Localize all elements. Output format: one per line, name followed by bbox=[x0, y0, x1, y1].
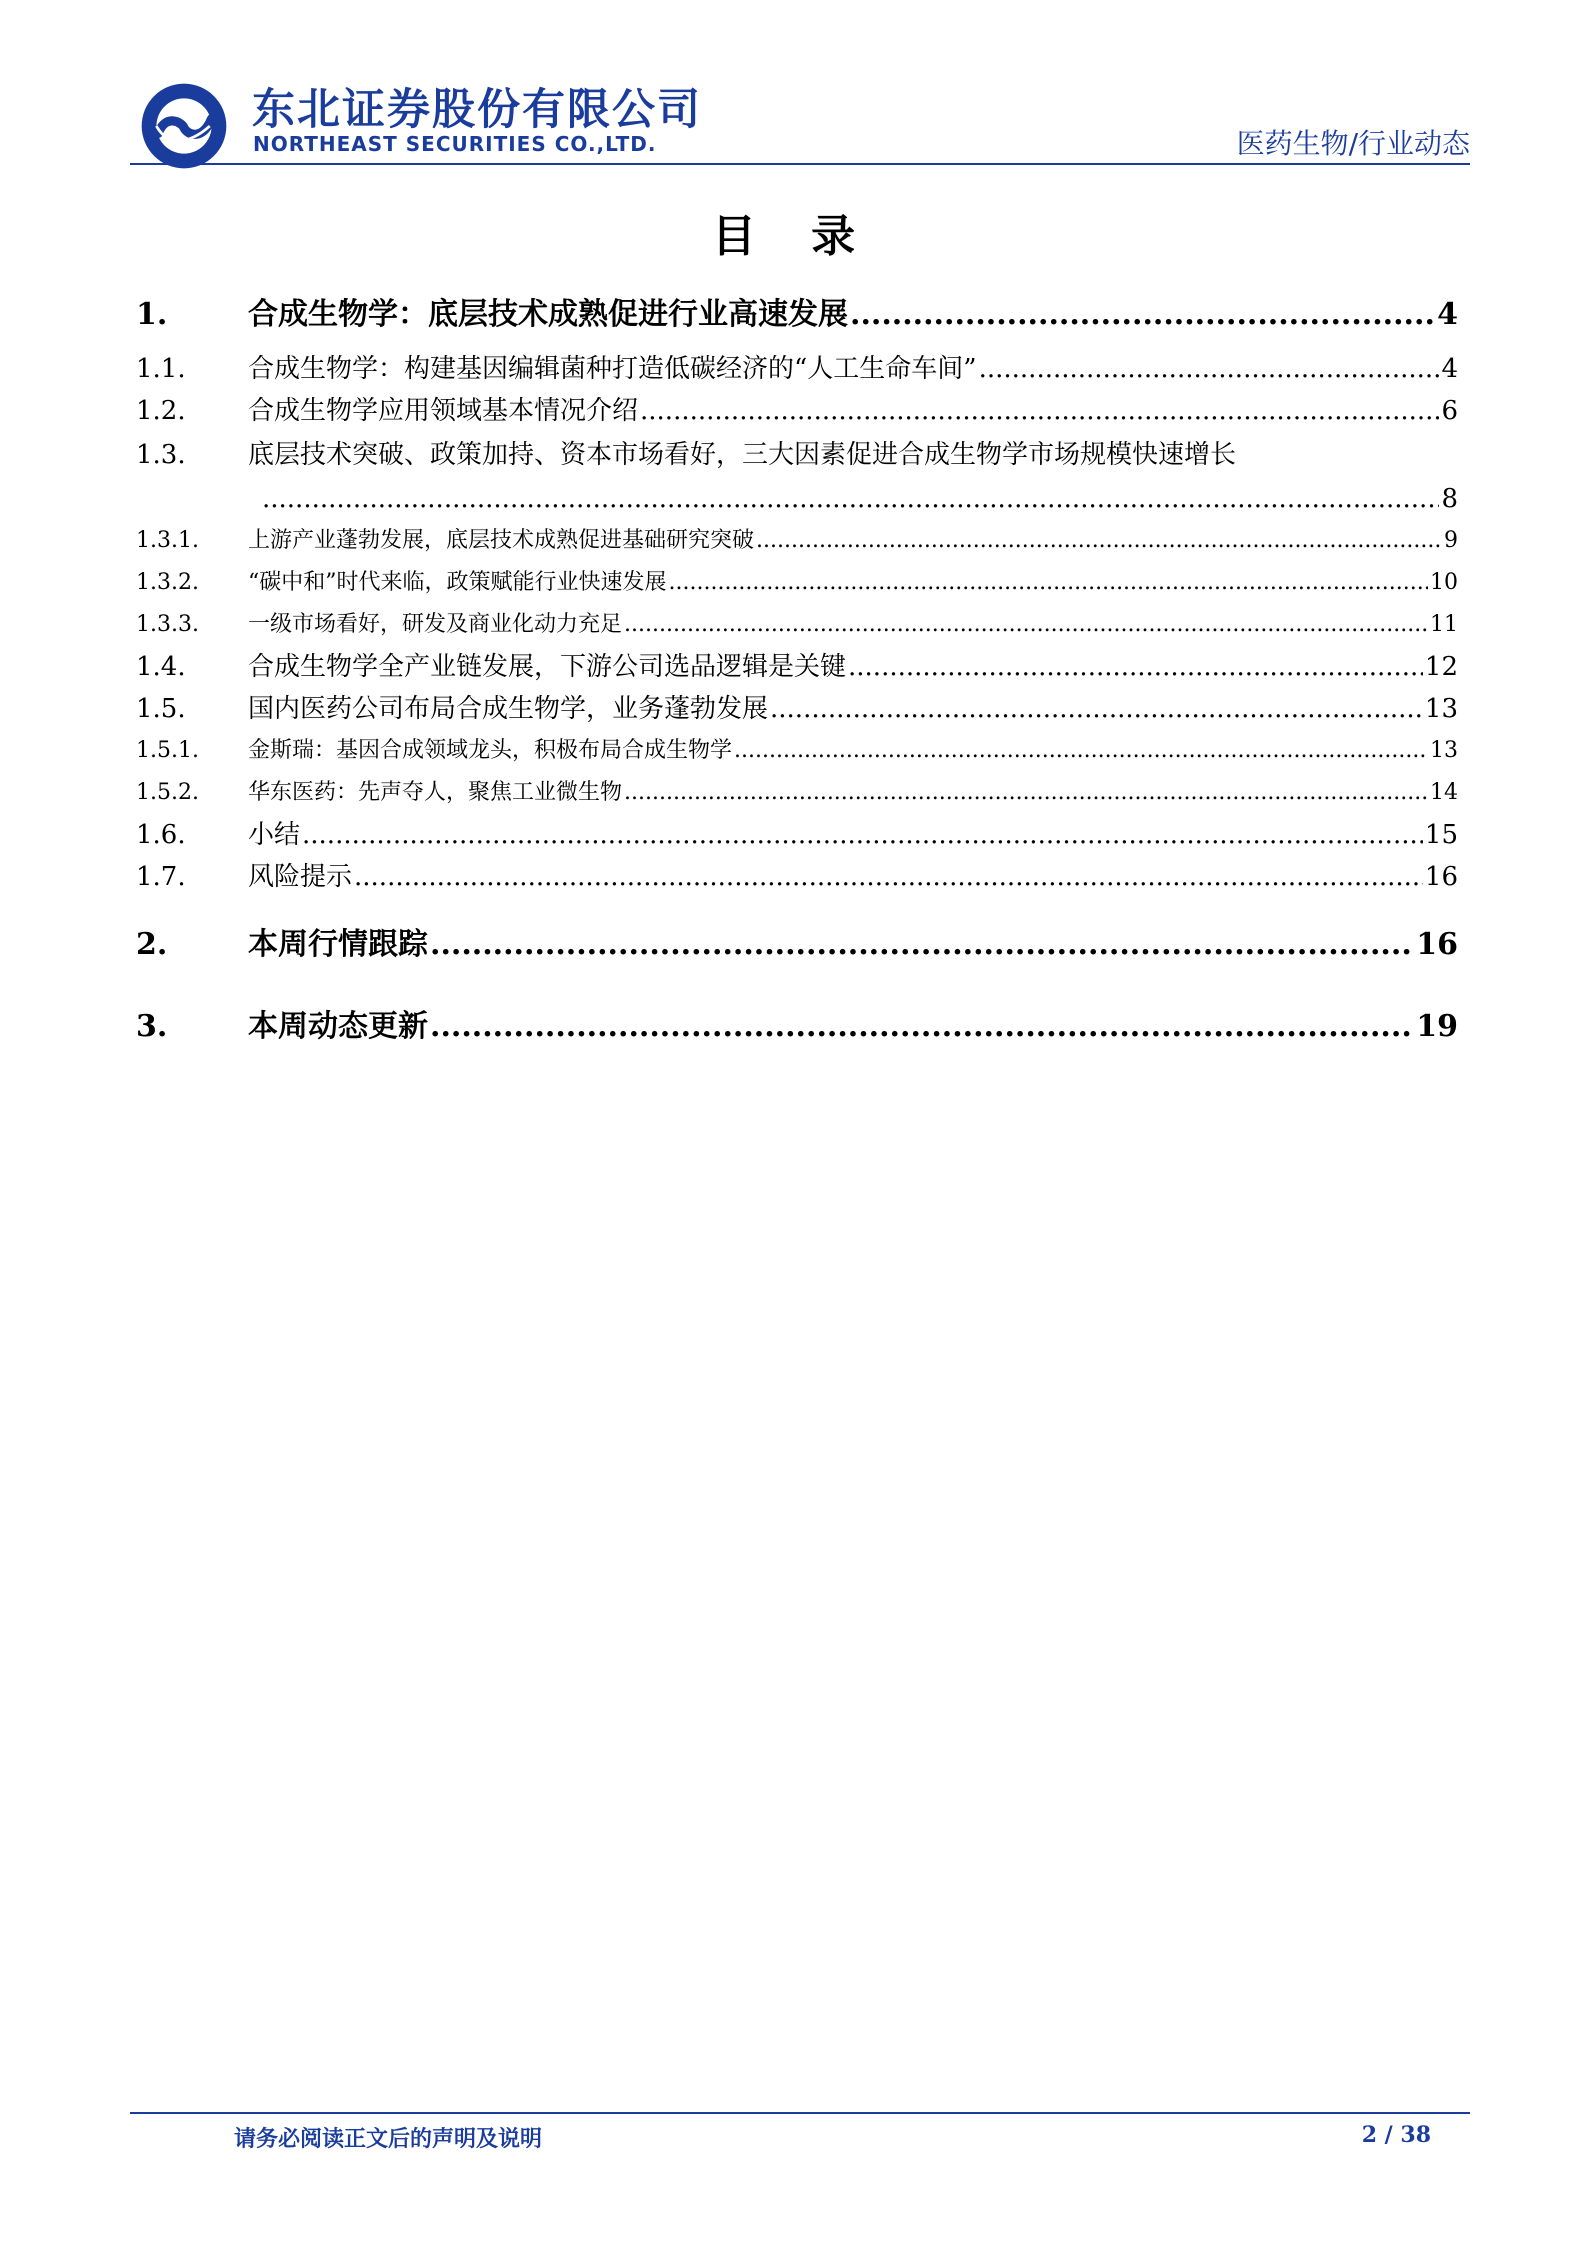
toc-number: 1.4. bbox=[136, 652, 186, 682]
toc-text: 上游产业蓬勃发展，底层技术成熟促进基础研究突破 bbox=[248, 528, 755, 553]
toc-leader bbox=[770, 688, 1423, 730]
toc-leader bbox=[848, 646, 1423, 688]
toc-number: 1.5.1. bbox=[136, 738, 199, 763]
toc-entry-1-6[interactable] bbox=[136, 814, 1458, 856]
table-of-contents bbox=[136, 288, 1458, 1054]
toc-leader bbox=[302, 814, 1423, 856]
disclaimer-note: 请务必阅读正文后的声明及说明 bbox=[234, 2127, 543, 2152]
toc-number: 2. bbox=[136, 927, 168, 962]
toc-entry-1-3-2[interactable] bbox=[136, 562, 1458, 604]
toc-entry-1-5-1[interactable] bbox=[136, 730, 1458, 772]
toc-text: 合成生物学应用领域基本情况介绍 bbox=[248, 396, 639, 426]
page-number: 2 / 38 bbox=[1361, 2122, 1431, 2148]
toc-entry-3[interactable] bbox=[136, 1000, 1458, 1054]
toc-page: 16 bbox=[1424, 862, 1458, 892]
toc-number: 3. bbox=[136, 1009, 168, 1044]
toc-text: 金斯瑞：基因合成领域龙头，积极布局合成生物学 bbox=[248, 738, 733, 763]
toc-text: 一级市场看好，研发及商业化动力充足 bbox=[248, 612, 623, 637]
toc-number: 1.3. bbox=[136, 440, 186, 470]
toc-leader bbox=[640, 390, 1439, 432]
toc-leader bbox=[624, 604, 1428, 646]
toc-entry-1-4[interactable] bbox=[136, 646, 1458, 688]
toc-page: 4 bbox=[1437, 297, 1458, 332]
toc-page: 4 bbox=[1441, 354, 1458, 384]
toc-page: 14 bbox=[1430, 780, 1458, 805]
toc-leader bbox=[354, 856, 1423, 898]
toc-entry-1-1[interactable] bbox=[136, 348, 1458, 390]
toc-entry-1-3-3[interactable] bbox=[136, 604, 1458, 646]
toc-page: 12 bbox=[1424, 652, 1458, 682]
toc-page: 13 bbox=[1424, 694, 1458, 724]
toc-text: 合成生物学：构建基因编辑菌种打造低碳经济的“人工生命车间” bbox=[248, 354, 977, 384]
toc-leader bbox=[624, 772, 1428, 814]
company-name-cn: 东北证券股份有限公司 bbox=[252, 85, 702, 135]
toc-number: 1.3.2. bbox=[136, 570, 199, 595]
toc-page: 9 bbox=[1444, 528, 1458, 553]
toc-page: 11 bbox=[1430, 612, 1458, 637]
toc-entry-1-5-2[interactable] bbox=[136, 772, 1458, 814]
page-title: 目 录 bbox=[711, 211, 876, 262]
toc-page: 10 bbox=[1430, 570, 1458, 595]
toc-leader bbox=[430, 1000, 1414, 1054]
page-header bbox=[130, 72, 1470, 162]
toc-number: 1. bbox=[136, 297, 168, 332]
toc-entry-1-7[interactable] bbox=[136, 856, 1458, 898]
toc-leader bbox=[734, 730, 1428, 772]
toc-number: 1.3.1. bbox=[136, 528, 199, 553]
toc-number: 1.3.3. bbox=[136, 612, 199, 637]
toc-number: 1.2. bbox=[136, 396, 186, 426]
toc-text: 合成生物学：底层技术成熟促进行业高速发展 bbox=[248, 297, 848, 332]
toc-leader bbox=[756, 520, 1442, 562]
toc-text: “碳中和”时代来临，政策赋能行业快速发展 bbox=[248, 570, 667, 595]
toc-leader bbox=[850, 288, 1435, 342]
toc-entry-1[interactable] bbox=[136, 288, 1458, 342]
footer-divider bbox=[130, 2112, 1470, 2114]
toc-number: 1.5. bbox=[136, 694, 186, 724]
toc-number: 1.5.2. bbox=[136, 780, 199, 805]
header-divider bbox=[130, 163, 1470, 165]
toc-number: 1.7. bbox=[136, 862, 186, 892]
toc-page: 19 bbox=[1416, 1009, 1458, 1044]
toc-text: 华东医药：先声夺人，聚焦工业微生物 bbox=[248, 780, 623, 805]
toc-text: 本周动态更新 bbox=[248, 1009, 428, 1044]
report-category: 医药生物/行业动态 bbox=[1236, 127, 1470, 160]
company-name-en: NORTHEAST SECURITIES CO.,LTD. bbox=[253, 132, 657, 156]
toc-entry-1-5[interactable] bbox=[136, 688, 1458, 730]
toc-entry-1-3[interactable] bbox=[136, 432, 1458, 478]
toc-number: 1.1. bbox=[136, 354, 186, 384]
toc-page: 13 bbox=[1430, 738, 1458, 763]
toc-text: 本周行情跟踪 bbox=[248, 927, 428, 962]
toc-entry-2[interactable] bbox=[136, 918, 1458, 972]
toc-leader bbox=[979, 348, 1440, 390]
toc-page: 16 bbox=[1416, 927, 1458, 962]
toc-text: 风险提示 bbox=[248, 862, 353, 892]
toc-entry-1-2[interactable] bbox=[136, 390, 1458, 432]
toc-text: 国内医药公司布局合成生物学，业务蓬勃发展 bbox=[248, 694, 769, 724]
toc-page: 15 bbox=[1424, 820, 1458, 850]
toc-number: 1.6. bbox=[136, 820, 186, 850]
toc-text: 小结 bbox=[248, 820, 301, 850]
company-logo-icon bbox=[138, 80, 230, 172]
toc-leader bbox=[262, 478, 1439, 520]
toc-leader bbox=[669, 562, 1429, 604]
toc-text: 底层技术突破、政策加持、资本市场看好，三大因素促进合成生物学市场规模快速增长 bbox=[248, 440, 1237, 470]
toc-entry-1-3-continued[interactable] bbox=[136, 478, 1458, 520]
toc-page: 6 bbox=[1441, 396, 1458, 426]
toc-text: 合成生物学全产业链发展，下游公司选品逻辑是关键 bbox=[248, 652, 847, 682]
toc-entry-1-3-1[interactable] bbox=[136, 520, 1458, 562]
toc-page: 8 bbox=[1441, 484, 1458, 514]
toc-leader bbox=[430, 918, 1414, 972]
